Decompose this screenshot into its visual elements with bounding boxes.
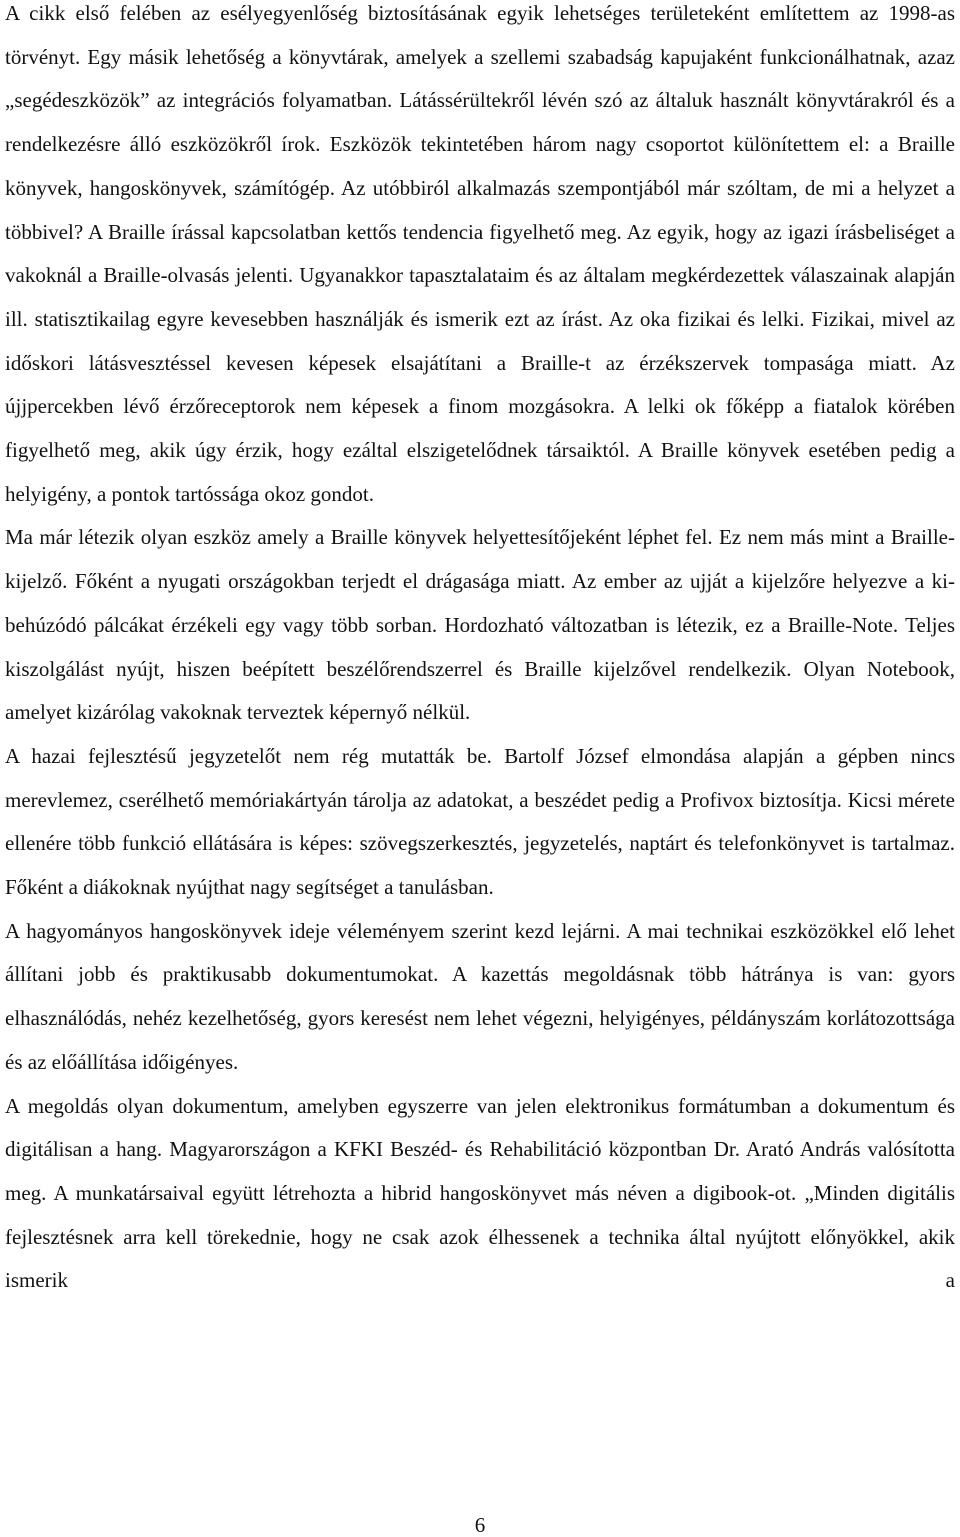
paragraph-5: A megoldás olyan dokumentum, amelyben egyszerre van jelen elektronikus formátumban a dokumentum és digitálisan a hang. Magyarországon a KFKI Beszéd- és Rehabilitáció központban Dr. Arató András valósította meg. A munkatársaival együtt létrehozta a hibrid hangoskönyvet más néven a digibook-ot. „Minden digitális fejlesztésnek arra kell törekednie, hogy ne csak azok élhessenek a technika által nyújtott előnyökkel, akik ismerik a xyxy=(5,1093,955,1293)
paragraph-3: A hazai fejlesztésű jegyzetelőt nem rég mutatták be. Bartolf József elmondása alapján a gépben nincs merevlemez, cserélhető memóriakártyán tárolja az adatokat, a beszédet pedig a Profivox biztosítja. Kicsi mérete ellenére több funkció ellátására is képes: szövegszerkesztés, jegyzetelés, naptárt és telefonkönyvet is tartalmaz. Főként a diákoknak nyújthat nagy segítséget a tanulásban. xyxy=(5,743,955,900)
paragraph-4: A hagyományos hangoskönyvek ideje véleményem szerint kezd lejárni. A mai technikai eszközökkel elő lehet állítani jobb és praktikusabb dokumentumokat. A kazettás megoldásnak több hátránya is van: gyors elhasználódás, nehéz kezelhetőség, gyors keresést nem lehet végezni, helyigényes, példányszám korlátozottsága és az előállítása időigényes. xyxy=(5,918,955,1074)
paragraph-1: A cikk első felében az esélyegyenlőség biztosításának egyik lehetséges területeként említettem az 1998-as törvényt. Egy másik lehetőség a könyvtárak, amelyek a szellemi szabadság kapujaként funkcionálhatnak, azaz „segédeszközök” az integrációs folyamatban. Látássérültekről lévén szó az általuk használt könyvtárakról és a rendelkezésre álló eszközökről írok. Eszközök tekintetében három nagy csoportot különítettem el: a Braille könyvek, hangoskönyvek, számítógép. Az utóbbiról alkalmazás szempontjából már szóltam, de mi a helyzet a többivel? A Braille írással kapcsolatban kettős tendencia figyelhető meg. Az egyik, hogy az igazi írásbeliséget a vakoknál a Braille-olvasás jelenti. Ugyanakkor tapasztalataim és az általam megkérdezettek válaszainak alapján ill. statisztikailag egyre kevesebben használják és ismerik ezt az írást. Az oka fizikai és lelki. Fizikai, mivel az időskori látásvesztéssel kevesen képesek elsajátítani a Braille-t az érzékszervek tompasága miatt. Az újjpercekben lévő érzőreceptorok nem képesek a finom mozgásokra. A lelki ok főképp a fiatalok körében figyelhető meg, akik úgy érzik, hogy ezáltal elszigetelődnek társaiktól. A Braille könyvek esetében pedig a helyigény, a pontok tartóssága okoz gondot. xyxy=(5,1,955,506)
paragraph-2: Ma már létezik olyan eszköz amely a Braille könyvek helyettesítőjeként léphet fel. Ez nem más mint a Braille-kijelző. Főként a nyugati országokban terjedt el drágasága miatt. Az ember az ujját a kijelzőre helyezve a ki-behúzódó pálcákat érzékeli egy vagy több sorban. Hordozható változatban is létezik, ez a Braille-Note. Teljes kiszolgálást nyújt, hiszen beépített beszélőrendszerrel és Braille kijelzővel rendelkezik. Olyan Notebook, amelyet kizárólag vakoknak terveztek képernyő nélkül. xyxy=(5,525,955,725)
document-body xyxy=(5,0,955,1303)
page-number: 6 xyxy=(474,1513,486,1537)
